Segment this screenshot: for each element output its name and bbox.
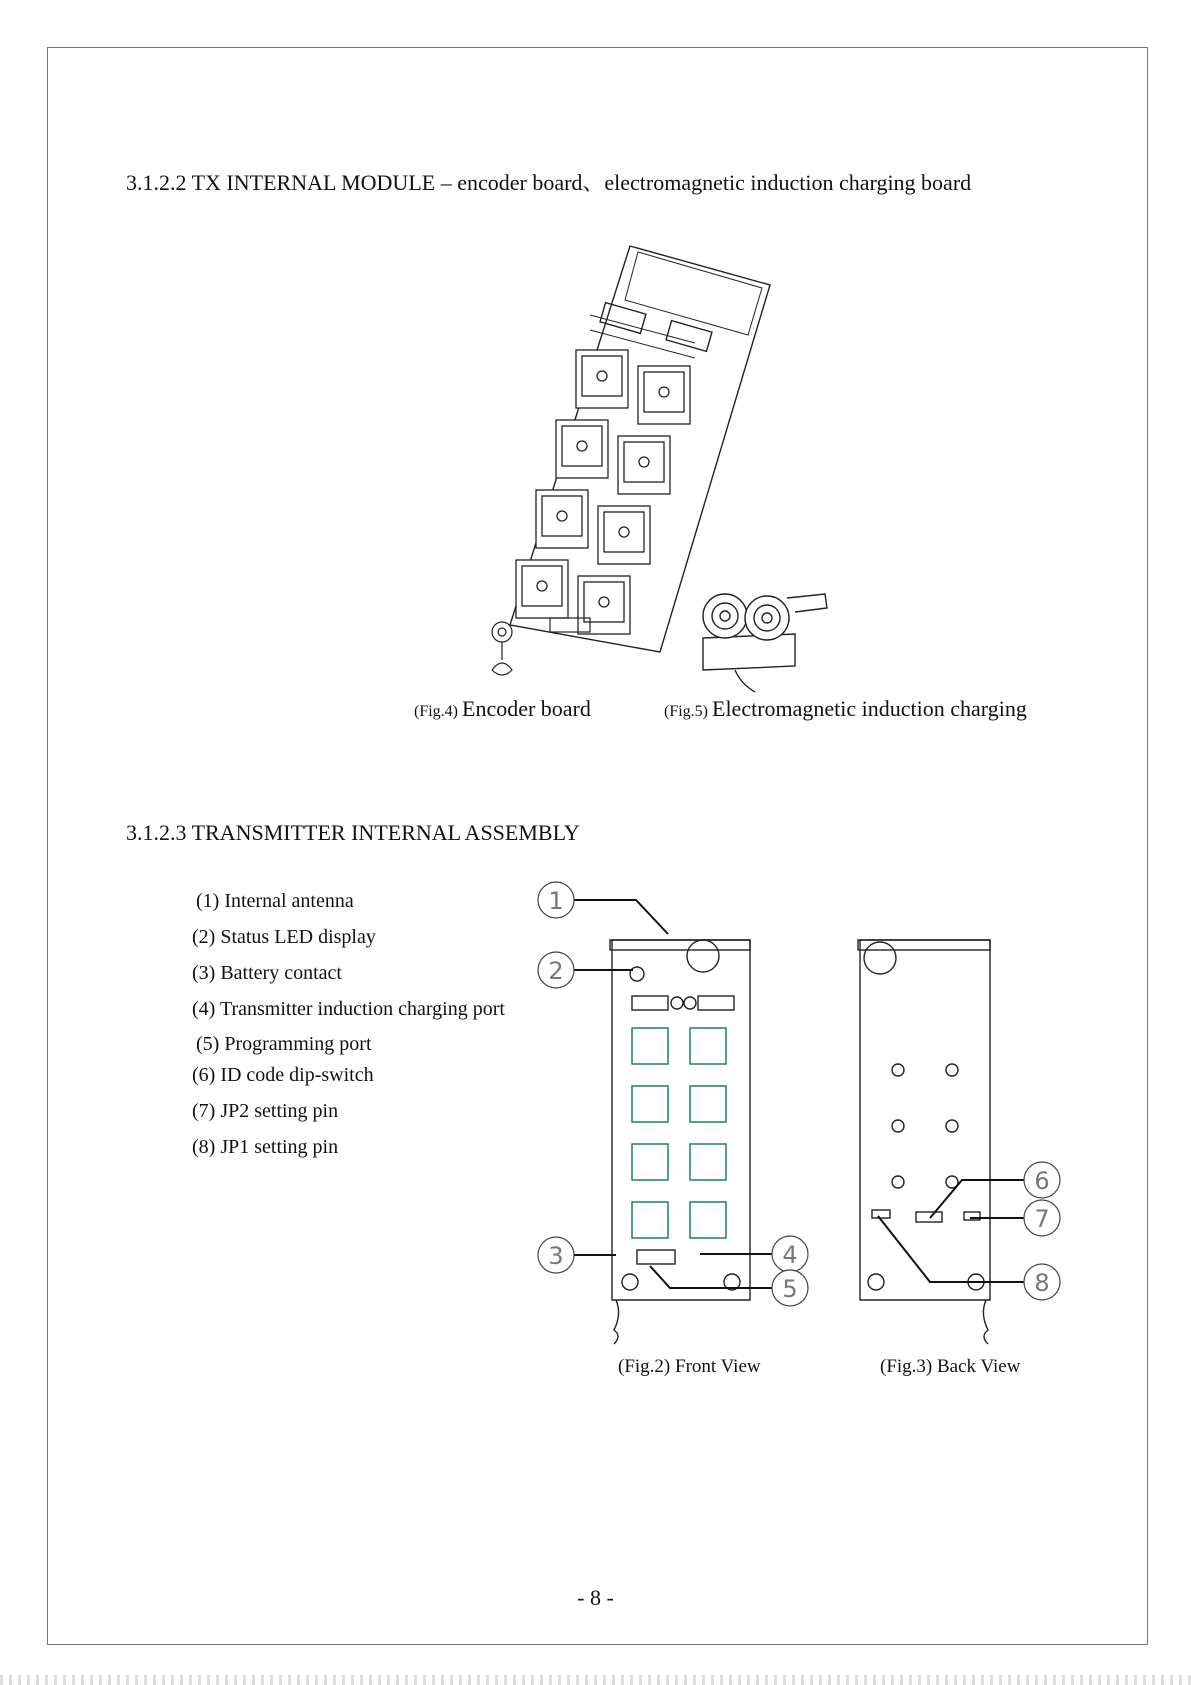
fig2-caption: (Fig.2) Front View bbox=[618, 1356, 761, 1377]
callout-5: 5 bbox=[782, 1275, 798, 1303]
section-heading-tx-module: 3.1.2.2 TX INTERNAL MODULE – encoder board、electromagnetic induction charging board bbox=[126, 170, 972, 195]
section-heading-assembly: 3.1.2.3 TRANSMITTER INTERNAL ASSEMBLY bbox=[126, 820, 580, 845]
legend-item-antenna: (1) Internal antenna bbox=[196, 890, 354, 912]
callout-8: 8 bbox=[1034, 1269, 1050, 1297]
fig5-caption bbox=[664, 696, 1027, 722]
callout-1: 1 bbox=[548, 887, 564, 915]
fig4-label: (Fig.4) bbox=[414, 703, 458, 720]
legend-item-jp1-pin: (8) JP1 setting pin bbox=[192, 1136, 339, 1158]
legend-item-charging-port: (4) Transmitter induction charging port bbox=[192, 998, 505, 1020]
fig4-title: Encoder board bbox=[462, 696, 591, 721]
legend-item-programming-port: (5) Programming port bbox=[196, 1033, 372, 1055]
callout-circles bbox=[538, 882, 1060, 1306]
legend-item-status-led: (2) Status LED display bbox=[192, 926, 376, 948]
fig3-caption: (Fig.3) Back View bbox=[880, 1356, 1021, 1377]
legend-item-dip-switch: (6) ID code dip-switch bbox=[192, 1064, 374, 1086]
callout-4: 4 bbox=[782, 1241, 798, 1269]
induction-charging-board-illustration bbox=[695, 588, 845, 698]
callout-7: 7 bbox=[1034, 1205, 1050, 1233]
callout-3: 3 bbox=[548, 1242, 564, 1270]
page-number: - 8 - bbox=[577, 1585, 614, 1610]
front-view-board bbox=[610, 940, 750, 1344]
callout-6: 6 bbox=[1034, 1167, 1050, 1195]
legend-item-battery-contact: (3) Battery contact bbox=[192, 962, 342, 984]
back-view-board bbox=[858, 940, 990, 1344]
callout-leaders bbox=[574, 900, 1024, 1288]
transmitter-assembly-diagram bbox=[520, 880, 1120, 1360]
fig5-title: Electromagnetic induction charging bbox=[712, 696, 1027, 721]
legend-item-jp2-pin: (7) JP2 setting pin bbox=[192, 1100, 339, 1122]
front-view-keys bbox=[632, 1028, 726, 1238]
fig4-caption bbox=[414, 696, 591, 722]
callout-2: 2 bbox=[548, 957, 564, 985]
fig5-label: (Fig.5) bbox=[664, 703, 708, 720]
scan-edge-artifact bbox=[0, 1675, 1191, 1685]
